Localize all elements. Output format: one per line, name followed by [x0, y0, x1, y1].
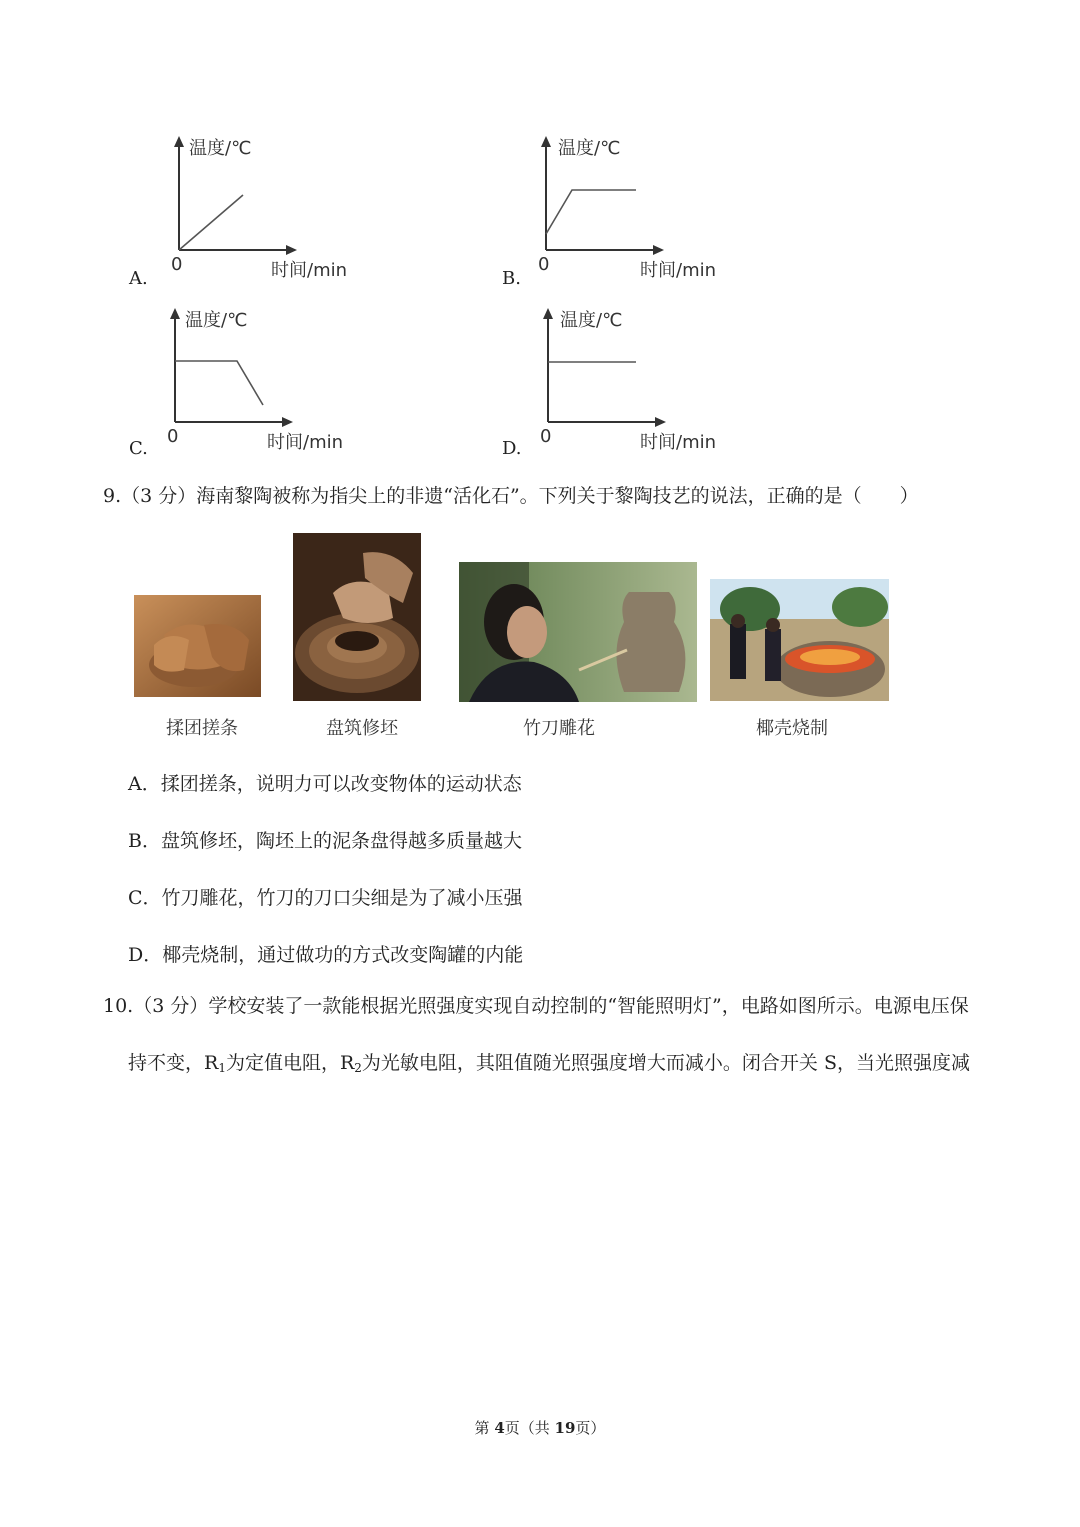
question-10-line-2 — [128, 1054, 970, 1074]
option-letter: B. — [502, 268, 521, 289]
carving-photo — [459, 562, 697, 702]
temp-time-graph — [125, 130, 365, 290]
text-fragment: 为定值电阻，R — [225, 1052, 355, 1074]
choice-b: B．盘筑修坯，陶坯上的泥条盘得越多质量越大 — [128, 830, 522, 852]
graph-option-c — [125, 302, 365, 462]
y-axis-label: 温度/℃ — [560, 310, 623, 331]
temp-time-graph — [500, 130, 740, 290]
photo-caption: 竹刀雕花 — [523, 718, 595, 739]
pottery-wheel-photo — [293, 533, 421, 701]
choice-c: C．竹刀雕花，竹刀的刀口尖细是为了减小压强 — [128, 887, 523, 909]
y-axis-label: 温度/℃ — [189, 138, 252, 159]
origin-label: 0 — [167, 426, 179, 447]
x-axis-label: 时间/min — [271, 260, 348, 281]
option-letter: C. — [129, 438, 148, 459]
footer-suffix: 页） — [575, 1419, 606, 1437]
option-letter: D. — [502, 438, 522, 459]
temp-time-graph — [500, 302, 740, 462]
subscript: 2 — [354, 1061, 362, 1075]
x-axis-label: 时间/min — [640, 432, 717, 453]
y-axis-label: 温度/℃ — [185, 310, 248, 331]
question-9-stem: 9.（3 分）海南黎陶被称为指尖上的非遗“活化石”。下列关于黎陶技艺的说法，正确的是（ ） — [103, 485, 919, 507]
subscript: 1 — [218, 1061, 226, 1075]
photo-caption: 盘筑修坯 — [326, 718, 398, 739]
y-axis-label: 温度/℃ — [558, 138, 621, 159]
option-letter: A. — [129, 268, 148, 289]
temp-time-graph — [125, 302, 365, 462]
curve — [175, 361, 263, 405]
question-10-line-1: 10.（3 分）学校安装了一款能根据光照强度实现自动控制的“智能照明灯”，电路如图所示。电源电压保 — [103, 995, 969, 1017]
photo-caption: 揉团搓条 — [166, 718, 238, 739]
origin-label: 0 — [538, 254, 550, 275]
x-axis-label: 时间/min — [267, 432, 344, 453]
footer-mid: 页（共 — [504, 1419, 555, 1437]
photo-caption: 椰壳烧制 — [756, 718, 828, 739]
curve — [179, 195, 243, 250]
firing-photo — [710, 579, 889, 701]
kneading-clay-photo — [134, 595, 261, 697]
text-fragment: 持不变，R — [128, 1052, 219, 1074]
graph-option-a — [125, 130, 365, 290]
graph-option-d — [500, 302, 740, 462]
origin-label: 0 — [540, 426, 552, 447]
total-pages: 19 — [554, 1419, 576, 1437]
page-footer — [0, 1417, 1080, 1438]
footer-prefix: 第 — [474, 1419, 495, 1437]
graph-option-b — [500, 130, 740, 290]
text-fragment: 为光敏电阻，其阻值随光照强度增大而减小。闭合开关 S，当光照强度减 — [361, 1052, 970, 1074]
x-axis-label: 时间/min — [640, 260, 717, 281]
current-page: 4 — [494, 1419, 505, 1437]
choice-a: A．揉团搓条，说明力可以改变物体的运动状态 — [128, 773, 522, 795]
choice-d: D．椰壳烧制，通过做功的方式改变陶罐的内能 — [128, 944, 524, 966]
origin-label: 0 — [171, 254, 183, 275]
curve — [546, 190, 636, 234]
